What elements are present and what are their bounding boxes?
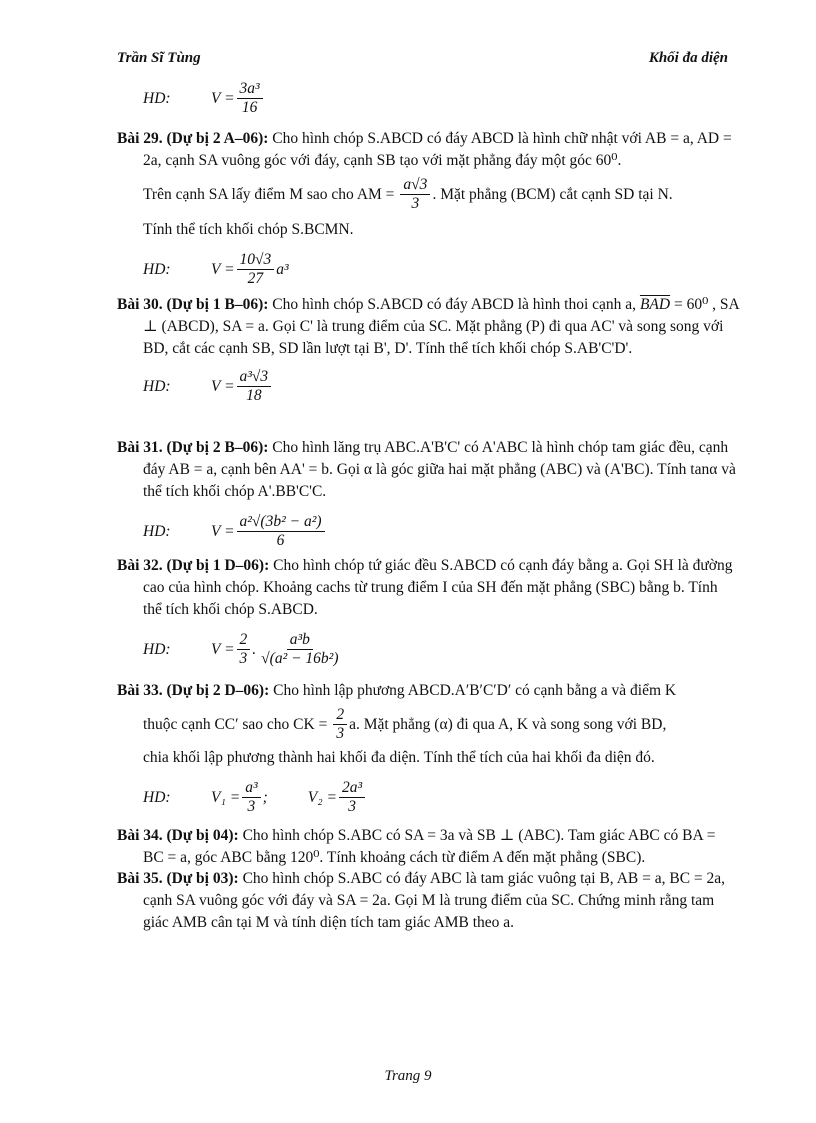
hd-label: HD: — [143, 522, 171, 540]
fraction-numerator: a³ — [242, 779, 260, 798]
top-hd-block — [117, 80, 739, 117]
fraction — [339, 779, 365, 816]
fraction-denominator: 3 — [348, 798, 356, 815]
header-author: Trần Sĩ Tùng — [117, 50, 201, 66]
problem-text: Cho hình chóp tứ giác đều S.ABCD có cạnh đáy bằng a. Gọi SH là đường cao của hình chóp. Khoảng cachs từ trung điểm I của SH đến mặt phẳng (SBC) bằng b. Tính thể tích khối chóp S.ABCD. — [143, 557, 733, 618]
problem-text: Cho hình chóp S.ABC có SA = 3a và SB ⊥ (ABC). Tam giác ABC có BA = BC = a, góc ABC bằng 120⁰. Tính khoảng cách từ điểm A đến mặt phẳng (SBC). — [143, 827, 716, 866]
fraction-denominator: 6 — [276, 532, 285, 549]
formula-lhs: V₂ = — [307, 788, 337, 806]
page-number: Trang 9 — [384, 1068, 432, 1084]
formula-tail: a³ — [276, 260, 289, 278]
fraction-denominator: 3 — [247, 798, 256, 815]
problem-text: Cho hình lập phương ABCD.A′B′C′D′ có cạnh bằng a và điểm K — [269, 682, 677, 699]
fraction — [237, 631, 251, 668]
formula-lhs: V = — [211, 89, 235, 107]
problem-line — [143, 706, 739, 743]
problem-29 — [117, 128, 739, 288]
problem-text: Cho hình chóp S.ABCD có đáy ABCD là hình chữ nhật với AB = a, AD = 2a, cạnh SA vuông góc với đáy, cạnh SB tạo với mặt phẳng đáy một góc 60⁰. — [143, 130, 732, 169]
hd-label: HD: — [143, 89, 171, 107]
separator: ; — [262, 788, 268, 806]
problem-text: Cho hình lăng trụ ABC.A'B'C' có A'ABC là hình chóp tam giác đều, cạnh đáy AB = a, cạnh bên AA' = b. Gọi α là góc giữa hai mặt phẳng (ABC) và (A'BC). Tính tanα và thể tích khối chóp A'.BB'C'C. — [143, 439, 736, 500]
fraction — [237, 513, 325, 550]
fraction-denominator: √(a² − 16b²) — [261, 650, 339, 667]
hd-formula-v1 — [211, 779, 268, 816]
fraction — [237, 80, 263, 117]
problem-title: Bài 33. (Dự bị 2 D–06): — [117, 682, 270, 699]
problem-31 — [117, 437, 739, 550]
problem-text: chia khối lập phương thành hai khối đa diện. Tính thể tích của hai khối đa diện đó. — [143, 749, 655, 766]
fraction-denominator: 3 — [239, 650, 248, 667]
problem-text: = 60⁰ , SA ⊥ (ABCD), SA = a. Gọi C' là trung điểm của SC. Mặt phẳng (P) đi qua AC' và song song với BD, cắt các cạnh SB, SD lần lượt tại B', D'. Tính thể tích khối chóp S.AB'C'D'. — [143, 296, 739, 357]
fraction-numerator: 3a³ — [237, 80, 263, 99]
dot-operator: . — [252, 640, 257, 658]
fraction-numerator: a³b — [287, 631, 313, 650]
hd-formula — [211, 368, 273, 405]
problem-title: Bài 29. (Dự bị 2 A–06): — [117, 130, 269, 147]
fraction-numerator: a√3 — [400, 176, 430, 195]
formula-lhs: V = — [211, 377, 235, 395]
problem-title: Bài 34. (Dự bị 04): — [117, 827, 239, 844]
fraction-denominator: 16 — [241, 99, 258, 116]
hd-formula — [211, 513, 327, 550]
problem-30 — [117, 294, 739, 405]
hd-formula — [211, 251, 289, 288]
hd-formula — [211, 631, 344, 668]
fraction-numerator: a²√(3b² − a²) — [237, 513, 325, 532]
fraction-numerator: 10√3 — [237, 251, 275, 270]
fraction-denominator: 3 — [336, 725, 345, 742]
problem-text: Cho hình chóp S.ABCD có đáy ABCD là hình thoi cạnh a, — [268, 296, 637, 313]
problem-text: thuộc cạnh CC′ sao cho CK = — [143, 715, 328, 733]
formula-lhs: V₁ = — [211, 788, 241, 806]
formula-lhs: V = — [211, 260, 235, 278]
fraction-numerator: 2a³ — [339, 779, 365, 798]
problem-32 — [117, 555, 739, 668]
fraction-denominator: 27 — [247, 270, 264, 287]
problem-title: Bài 31. (Dự bị 2 B–06): — [117, 439, 269, 456]
fraction-numerator: a³√3 — [237, 368, 272, 387]
problem-35 — [117, 868, 739, 934]
formula-lhs: V = — [211, 640, 235, 658]
problem-text: . Mặt phẳng (BCM) cắt cạnh SD tại N. — [432, 185, 673, 203]
angle-symbol: $\overline{BAD}$ — [639, 296, 671, 313]
problem-text: Cho hình chóp S.ABC có đáy ABC là tam giác vuông tại B, AB = a, BC = 2a, cạnh SA vuông góc với đáy và SA = 2a. Gọi M là trung điểm của SC. Chứng minh rằng tam giác AMB cân tại M và tính diện tích tam giác AMB theo a. — [143, 870, 726, 931]
hd-label: HD: — [143, 260, 171, 278]
fraction-denominator: 3 — [411, 195, 420, 212]
problem-33 — [117, 680, 739, 816]
problem-title: Bài 35. (Dự bị 03): — [117, 870, 239, 887]
hd-formula — [211, 80, 265, 117]
fraction-numerator: 2 — [237, 631, 251, 650]
fraction — [400, 176, 430, 213]
problem-text: Trên cạnh SA lấy điểm M sao cho AM = — [143, 185, 395, 203]
fraction — [237, 251, 275, 288]
hd-label: HD: — [143, 377, 171, 395]
formula-lhs: V = — [211, 522, 235, 540]
header-chapter: Khối đa diện — [648, 50, 728, 66]
fraction — [242, 779, 260, 816]
problem-text: Tính thể tích khối chóp S.BCMN. — [143, 221, 354, 238]
problem-title: Bài 32. (Dự bị 1 D–06): — [117, 557, 270, 574]
problem-34 — [117, 825, 739, 869]
fraction-numerator: 2 — [333, 706, 347, 725]
problem-line — [143, 176, 739, 213]
fraction — [237, 368, 272, 405]
fraction-denominator: 18 — [246, 387, 262, 404]
problem-text: a. Mặt phẳng (α) đi qua A, K và song song với BD, — [349, 715, 667, 733]
fraction — [333, 706, 347, 743]
hd-label: HD: — [143, 788, 171, 806]
problem-title: Bài 30. (Dự bị 1 B–06): — [117, 296, 269, 313]
hd-label: HD: — [143, 640, 171, 658]
hd-formula-v2 — [308, 779, 367, 816]
fraction — [258, 631, 341, 668]
